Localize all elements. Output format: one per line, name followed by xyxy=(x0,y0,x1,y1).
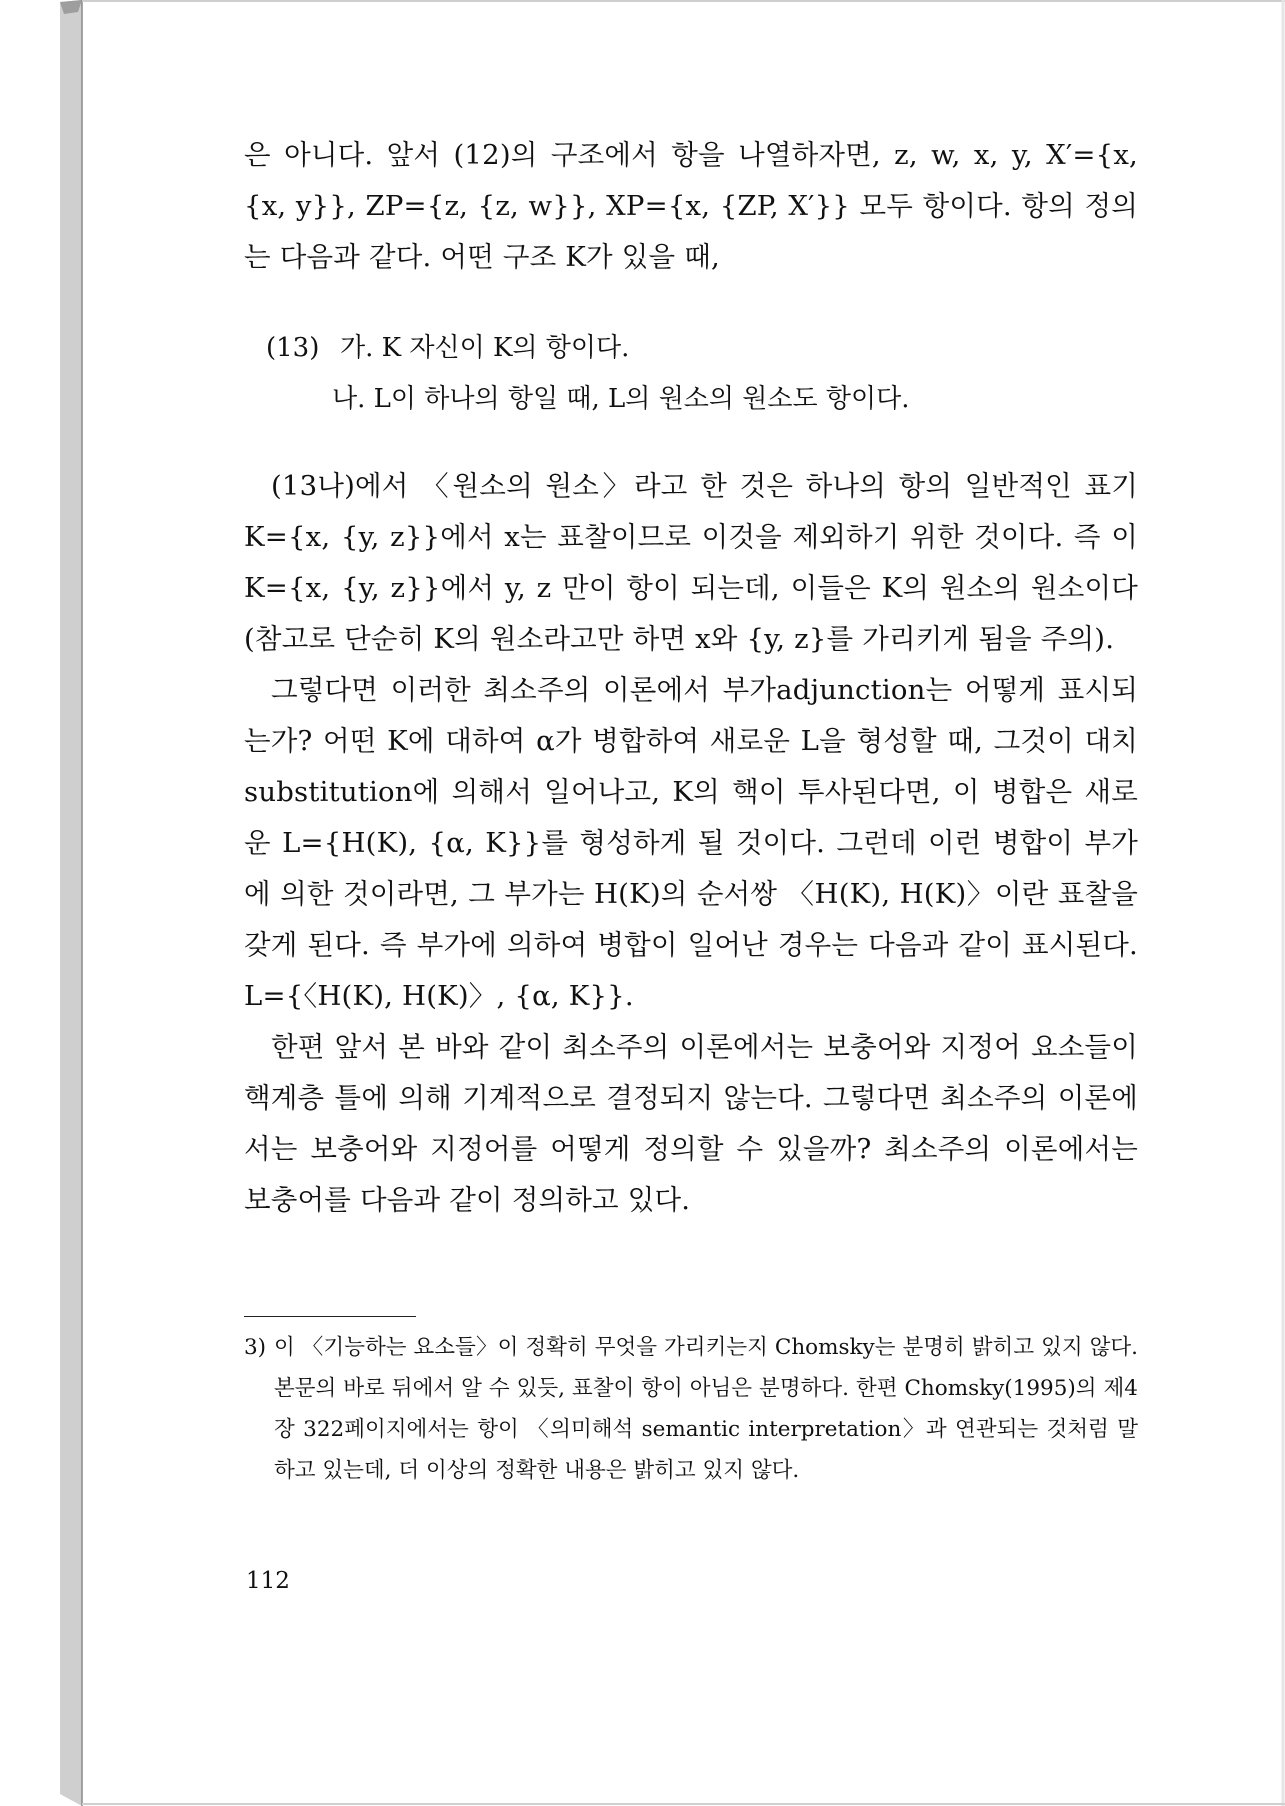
page-body xyxy=(244,130,1138,1226)
footnote xyxy=(244,1327,1138,1491)
page-edge-stack xyxy=(60,0,82,1806)
footnote-text: 이 〈기능하는 요소들〉이 정확히 무엇을 가리키는지 Chomsky는 분명히 밝히고 있지 않다. 본문의 바로 뒤에서 알 수 있듯, 표찰이 항이 아님은 분명하다. 한편 Chomsky(1995)의 제4장 322페이지에서는 항이 〈의미해석 semantic interpretation〉과 연관되는 것처럼 말하고 있는데, 더 이상의 정확한 내용은 밝히고 있지 않다. xyxy=(274,1335,1138,1483)
example-item-a: 가. K 자신이 K의 항이다. xyxy=(340,333,630,363)
example-number: (13) xyxy=(266,333,320,363)
footnote-separator xyxy=(244,1316,416,1317)
example-line-a xyxy=(244,323,1138,374)
paragraph-adjunction: 그렇다면 이러한 최소주의 이론에서 부가adjunction는 어떻게 표시되는가? 어떤 K에 대하여 α가 병합하여 새로운 L을 형성할 때, 그것이 대치substitution에 의해서 일어나고, K의 핵이 투사된다면, 이 병합은 새로운 L={H(K), {α, K}}를 형성하게 될 것이다. 그런데 이런 병합이 부가에 의한 것이라면, 그 부가는 H(K)의 순서쌍 〈H(K), H(K)〉이란 표찰을 갖게 된다. 즉 부가에 의하여 병합이 일어난 경우는 다음과 같이 표시된다. L={〈H(K), H(K)〉, {α, K}}. xyxy=(244,674,1138,1012)
footnote-marker: 3) xyxy=(244,1335,267,1360)
example-line-b xyxy=(244,374,1138,425)
page-number: 112 xyxy=(246,1568,290,1594)
example-13 xyxy=(244,323,1138,425)
example-item-b: 나. L이 하나의 항일 때, L의 원소의 원소도 항이다. xyxy=(332,384,910,414)
paragraph-complement: 한편 앞서 본 바와 같이 최소주의 이론에서는 보충어와 지정어 요소들이 핵계층 틀에 의해 기계적으로 결정되지 않는다. 그렇다면 최소주의 이론에서는 보충어와 지정어를 어떻게 정의할 수 있을까? 최소주의 이론에서는 보충어를 다음과 같이 정의하고 있다. xyxy=(244,1031,1138,1216)
paragraph-intro: 은 아니다. 앞서 (12)의 구조에서 항을 나열하자면, z, w, x, y, X′={x, {x, y}}, ZP={z, {z, w}}, XP={x, {ZP, X′}} 모두 항이다. 항의 정의는 다음과 같다. 어떤 구조 K가 있을 때, xyxy=(244,139,1138,273)
paragraph-13na: (13나)에서 〈원소의 원소〉라고 한 것은 하나의 항의 일반적인 표기 K={x, {y, z}}에서 x는 표찰이므로 이것을 제외하기 위한 것이다. 즉 이 K={x, {y, z}}에서 y, z 만이 항이 되는데, 이들은 K의 원소의 원소이다(참고로 단순히 K의 원소라고만 하면 x와 {y, z}를 가리키게 됨을 주의). xyxy=(244,470,1138,655)
